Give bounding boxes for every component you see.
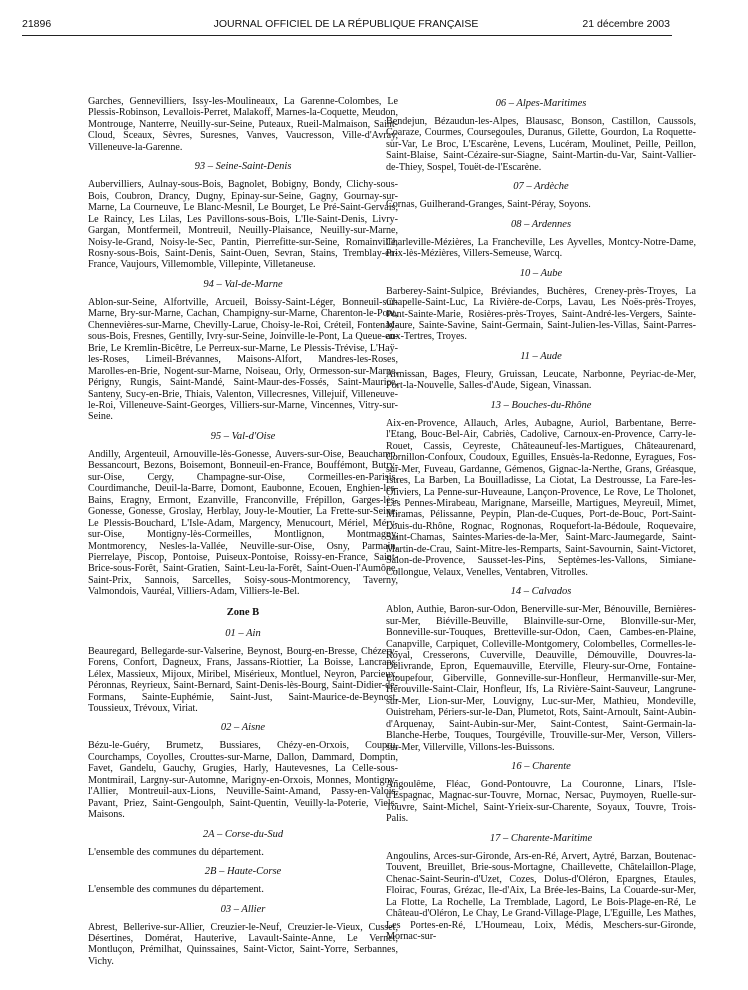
department-communes-list: Bézu-le-Guéry, Brumetz, Bussiares, Chézy-en-Orxois, Coupru, Courchamps, Coyolles, Crouttes-sur-Marne, Dallon, Dammard, Domptin, Favet, Gandelu, Gauchy, Grugies, Harly, Hautevesnes, La Celle-sous-Montmirail, Largny-sur-Automne, Marigny-en-Orxois, Monnes, Montigny-l'Allier, Montreuil-aux-Lions, Neuville-Saint-Amand, Passy-en-Valois, Pavant, Priez, Saint-Gengoulph, Saint-Quentin, Veuilly-la-Poterie, Viels-Maisons. xyxy=(88,740,398,821)
department-communes-list: Aubervilliers, Aulnay-sous-Bois, Bagnolet, Bobigny, Bondy, Clichy-sous-Bois, Coubron, Drancy, Dugny, Epinay-sur-Seine, Gagny, Gournay-sur-Marne, La Courneuve, Le Blanc-Mesnil, Le Bourget, Le Pré-Saint-Gervais, Le Raincy, Les Lilas, Les Pavillons-sous-Bois, L'Ile-Saint-Denis, Livry-Gargan, Montfermeil, Montreuil, Neuilly-Plaisance, Neuilly-sur-Marne, Noisy-le-Grand, Noisy-le-Sec, Pantin, Pierrefitte-sur-Seine, Romainville, Rosny-sous-Bois, Saint-Denis, Saint-Ouen, Sevran, Stains, Tremblay-en-France, Vaujours, Villemomble, Villepinte, Villetaneuse. xyxy=(88,179,398,271)
department-heading: 94 – Val-de-Marne xyxy=(203,278,283,290)
department-communes-list: Barberey-Saint-Sulpice, Bréviandes, Buchères, Creney-près-Troyes, La Chapelle-Saint-Luc, La Rivière-de-Corps, Lavau, Les Noës-près-Troyes, Pont-Sainte-Marie, Rosières-près-Troyes, Saint-André-les-Vergers, Sainte-Maure, Sainte-Savine, Saint-Germain, Saint-Julien-les-Villas, Saint-Parres-aux-Tertres, Troyes. xyxy=(386,285,696,343)
department-heading: 02 – Aisne xyxy=(220,722,266,734)
department-heading: 95 – Val-d'Oise xyxy=(210,430,276,442)
department-heading: 07 – Ardèche xyxy=(513,181,569,193)
department-communes-list: Angoulême, Fléac, Gond-Pontouvre, La Couronne, Linars, l'Isle-d'Espagnac, Magnac-sur-Touvre, Mornac, Nersac, Puymoyen, Ruelle-sur-Touvre, Saint-Michel, Saint-Yrieix-sur-Charente, Soyaux, Touvre, Trois-Palis. xyxy=(386,779,696,825)
zone-heading: Zone B xyxy=(226,606,260,618)
department-heading: 17 – Charente-Maritime xyxy=(489,832,593,844)
intro-communes-list: Garches, Gennevilliers, Issy-les-Moulineaux, La Garenne-Colombes, Le Plessis-Robinson, Levallois-Perret, Malakoff, Marnes-la-Coquette, Meudon, Montrouge, Nanterre, Neuilly-sur-Seine, Puteaux, Rueil-Malmaison, Saint-Cloud, Sceaux, Sèvres, Suresnes, Vanves, Vaucresson, Ville-d'Avray, Villeneuve-la-Garenne. xyxy=(88,96,398,153)
department-communes-list: Ablon, Authie, Baron-sur-Odon, Benerville-sur-Mer, Bénouville, Bernières-sur-Mer, Biéville-Beuville, Blainville-sur-Orne, Blonville-sur-Mer, Bonneville-sur-Touques, Bretteville-sur-Odon, Caen, Cambes-en-Plaine, Canapville, Carpiquet, Colleville-Montgomery, Colombelles, Cormelles-le-Royal, Cresserons, Cuverville, Deauville, Démouville, Douvres-la-Délivrande, Epron, Equemauville, Eterville, Fleury-sur-Orne, Fontaine-Etoupefour, Giberville, Gonneville-sur-Honfleur, Hermanville-sur-Mer, Hérouville-Saint-Clair, Honfleur, Ifs, La Rivière-Saint-Sauveur, Langrune-sur-Mer, Lion-sur-Mer, Louvigny, Luc-sur-Mer, Mathieu, Mondeville, Ouistreham, Périers-sur-le-Dan, Plumetot, Rots, Saint-Arnoult, Saint-Aubin-d'Arquenay, Saint-Aubin-sur-Mer, Saint-Contest, Saint-Germain-la-Blanche-Herbe, Touques, Tourgéville, Trouville-sur-Mer, Verson, Villers-sur-Mer, Villerville, Villons-les-Buissons. xyxy=(386,604,696,753)
department-heading: 2A – Corse-du-Sud xyxy=(202,828,284,840)
journal-title: JOURNAL OFFICIEL DE LA RÉPUBLIQUE FRANÇAISE xyxy=(213,18,479,30)
page-header xyxy=(22,18,670,32)
department-heading: 11 – Aude xyxy=(520,350,562,362)
department-heading: 10 – Aube xyxy=(519,267,563,279)
department-heading: 01 – Ain xyxy=(225,627,261,639)
department-communes-list: Abrest, Bellerive-sur-Allier, Creuzier-le-Neuf, Creuzier-le-Vieux, Cusset, Désertines, Domérat, Hauterive, Lavault-Sainte-Anne, Le Vernet, Montluçon, Prémilhat, Quinssaines, Saint-Victor, Saint-Yorre, Serbannes, Vichy. xyxy=(88,921,398,967)
department-communes-list: Aix-en-Provence, Allauch, Arles, Aubagne, Auriol, Barbentane, Berre-l'Etang, Bouc-Bel-Air, Cabriès, Cadolive, Carnoux-en-Provence, Carry-le-Rouet, Cassis, Ceyreste, Châteauneuf-les-Martigues, Châteaurenard, Cornillon-Confoux, Coudoux, Eguilles, Ensuès-la-Redonne, Eyragues, Fos-sur-Mer, Fuveau, Gardanne, Gémenos, Gignac-la-Nerthe, Grans, Gréasque, Istres, La Barben, La Bouilladisse, La Ciotat, La Destrousse, La Fare-les-Oliviers, La Penne-sur-Huveaune, Lançon-Provence, Le Rove, Le Tholonet, Les Pennes-Mirabeau, Marignane, Marseille, Martigues, Meyreuil, Mimet, Miramas, Pélissanne, Peypin, Plan-de-Cuques, Port-de-Bouc, Port-Saint-Louis-du-Rhône, Rognac, Rognonas, Roquefort-la-Bédoule, Roquevaire, Saint-Chamas, Saintes-Maries-de-la-Mer, Saint-Marc-Jaumegarde, Saint-Martin-de-Crau, Saint-Mitre-les-Remparts, Saint-Savournin, Saint-Victoret, Salon-de-Provence, Sausset-les-Pins, Septèmes-les-Vallons, Simiane-Collongue, Velaux, Venelles, Ventabren, Vitrolles. xyxy=(386,417,696,578)
right-column xyxy=(386,96,696,942)
department-heading: 06 – Alpes-Maritimes xyxy=(495,98,587,109)
page-number: 21896 xyxy=(22,18,52,30)
department-communes-list: L'ensemble des communes du département. xyxy=(88,846,264,858)
issue-date: 21 décembre 2003 xyxy=(582,18,670,30)
department-heading: 14 – Calvados xyxy=(510,586,572,598)
department-heading: 2B – Haute-Corse xyxy=(204,866,282,878)
department-communes-list: Beauregard, Bellegarde-sur-Valserine, Beynost, Bourg-en-Bresse, Chézery-Forens, Confort, Dagneux, Frans, Jassans-Riottier, La Boisse, Lancrans, Lélex, Massieux, Mijoux, Miribel, Misérieux, Montluel, Neyron, Parcieux, Péronnas, Reyrieux, Saint-Bernard, Saint-Denis-lès-Bourg, Saint-Didier-de-Formans, Sainte-Euphémie, Saint-Just, Saint-Maurice-de-Beynost, Toussieux, Trévoux, Viriat. xyxy=(88,645,398,715)
department-heading: 03 – Allier xyxy=(220,903,266,915)
department-communes-list: Armissan, Bages, Fleury, Gruissan, Leucate, Narbonne, Peyriac-de-Mer, Port-la-Nouvelle, Salles-d'Aude, Sigean, Vinassan. xyxy=(386,368,696,392)
department-communes-list: L'ensemble des communes du département. xyxy=(88,884,264,896)
left-column xyxy=(88,96,398,967)
department-heading: 13 – Bouches-du-Rhône xyxy=(490,399,592,411)
department-heading: 16 – Charente xyxy=(511,761,571,773)
department-communes-list: Andilly, Argenteuil, Arnouville-lès-Gonesse, Auvers-sur-Oise, Beauchamp, Bessancourt, Bezons, Boisemont, Bonneuil-en-France, Bouffémont, Butry-sur-Oise, Cergy, Champagne-sur-Oise, Cormeilles-en-Parisis, Courdimanche, Deuil-la-Barre, Domont, Eaubonne, Ecouen, Enghien-les-Bains, Eragny, Ermont, Ezanville, Franconville, Frépillon, Garges-lès-Gonesse, Gonesse, Groslay, Herblay, Jouy-le-Moutier, La Frette-sur-Seine, Le Plessis-Bouchard, L'Isle-Adam, Margency, Menucourt, Mériel, Méry-sur-Oise, Montigny-lès-Cormeilles, Montlignon, Montmagny, Montmorency, Nesles-la-Vallée, Neuville-sur-Oise, Osny, Parmain, Pierrelaye, Piscop, Pontoise, Puiseux-Pontoise, Roissy-en-France, Saint-Brice-sous-Forêt, Saint-Gratien, Saint-Leu-la-Forêt, Saint-Ouen-l'Aumône, Saint-Prix, Sannois, Sarcelles, Soisy-sous-Montmorency, Taverny, Valmondois, Vauréal, Villiers-Adam, Villiers-le-Bel. xyxy=(88,448,398,598)
department-heading: 93 – Seine-Saint-Denis xyxy=(194,161,292,173)
header-rule xyxy=(22,35,672,36)
department-communes-list: Ablon-sur-Seine, Alfortville, Arcueil, Boissy-Saint-Léger, Bonneuil-sur-Marne, Bry-sur-Marne, Cachan, Champigny-sur-Marne, Charenton-le-Pont, Chennevières-sur-Marne, Chevilly-Larue, Choisy-le-Roi, Créteil, Fontenay-sous-Bois, Fresnes, Gentilly, Ivry-sur-Seine, Joinville-le-Pont, La Queue-en-Brie, Le Kremlin-Bicêtre, Le Perreux-sur-Marne, Le Plessis-Trévise, L'Haÿ-les-Roses, Limeil-Brévannes, Maisons-Alfort, Mandres-les-Roses, Marolles-en-Brie, Nogent-sur-Marne, Noiseau, Orly, Ormesson-sur-Marne, Périgny, Rungis, Saint-Mandé, Saint-Maur-des-Fossés, Saint-Maurice, Santeny, Sucy-en-Brie, Thiais, Valenton, Villecresnes, Villejuif, Villeneuve-le-Roi, Villeneuve-Saint-Georges, Villiers-sur-Marne, Vincennes, Vitry-sur-Seine. xyxy=(88,296,398,423)
department-heading: 08 – Ardennes xyxy=(510,218,572,230)
department-communes-list: Angoulins, Arces-sur-Gironde, Ars-en-Ré, Arvert, Aytré, Barzan, Boutenac-Touvent, Breuillet, Brie-sous-Mortagne, Chaillevette, Châtelaillon-Plage, Chenac-Saint-Seurin-d'Uzet, Cozes, Dolus-d'Oléron, Epargnes, Etaules, Floirac, Fouras, Grézac, Ile-d'Aix, La Brée-les-Bains, La Couarde-sur-Mer, La Flotte, La Rochelle, La Tremblade, Lagord, Le Bois-Plage-en-Ré, Le Château-d'Oléron, Le Chay, Le Grand-Village-Plage, L'Eguille, Les Mathes, Les Portes-en-Ré, L'Houmeau, Loix, Médis, Meschers-sur-Gironde, Mornac-sur- xyxy=(386,850,696,943)
department-communes-list: Charleville-Mézières, La Francheville, Les Ayvelles, Montcy-Notre-Dame, Prix-lès-Mézières, Villers-Semeuse, Warcq. xyxy=(386,236,696,260)
department-communes-list: Bendejun, Bézaudun-les-Alpes, Blausasc, Bonson, Castillon, Caussols, Coaraze, Courmes, Coursegoules, Duranus, Gilette, Gourdon, La Roquette-sur-Var, Le Broc, L'Escarène, Levens, Lucéram, Moulinet, Peille, Peillon, Saint-Blaise, Saint-Cézaire-sur-Siagne, Saint-Martin-du-Var, Saint-Vallier-de-Thiey, Sospel, Touët-de-l'Escarène. xyxy=(386,116,696,173)
department-communes-list: Cornas, Guilherand-Granges, Saint-Péray, Soyons. xyxy=(386,199,591,211)
